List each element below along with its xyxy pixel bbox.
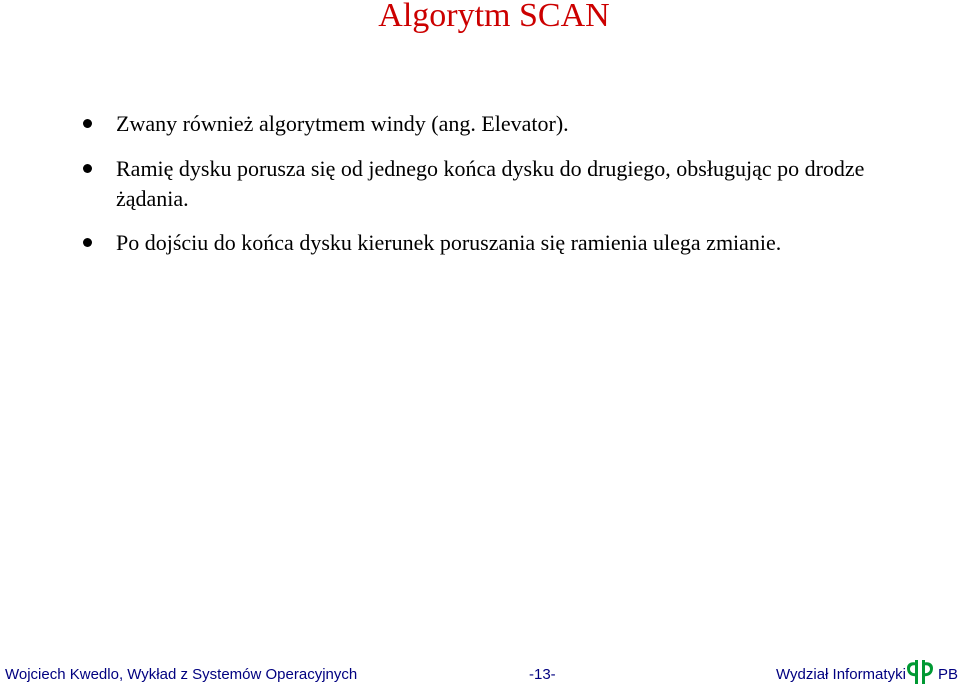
bullet-text: Zwany również algorytmem windy (ang. Elevator).	[116, 111, 569, 136]
bullet-dot-icon	[83, 164, 92, 173]
bullet-item	[116, 154, 926, 214]
bullet-text: Po dojściu do końca dysku kierunek poruszania się ramienia ulega zmianie.	[116, 230, 782, 255]
bullet-dot-icon	[83, 119, 92, 128]
footer-department: Wydział Informatyki	[776, 666, 906, 683]
bullet-text: Ramię dysku porusza się od jednego końca dysku do drugiego, obsługując po drodze żądania.	[116, 156, 865, 211]
phi-logo-icon	[905, 658, 935, 686]
slide-title: Algorytm SCAN	[378, 0, 610, 34]
footer-page-number: -13-	[529, 666, 556, 683]
footer	[0, 656, 960, 688]
footer-author: Wojciech Kwedlo, Wykład z Systemów Operacyjnych	[5, 666, 358, 683]
bullet-item	[116, 109, 926, 139]
bullet-item	[116, 228, 926, 258]
bullet-dot-icon	[83, 238, 92, 247]
footer-pb: PB	[938, 666, 959, 683]
